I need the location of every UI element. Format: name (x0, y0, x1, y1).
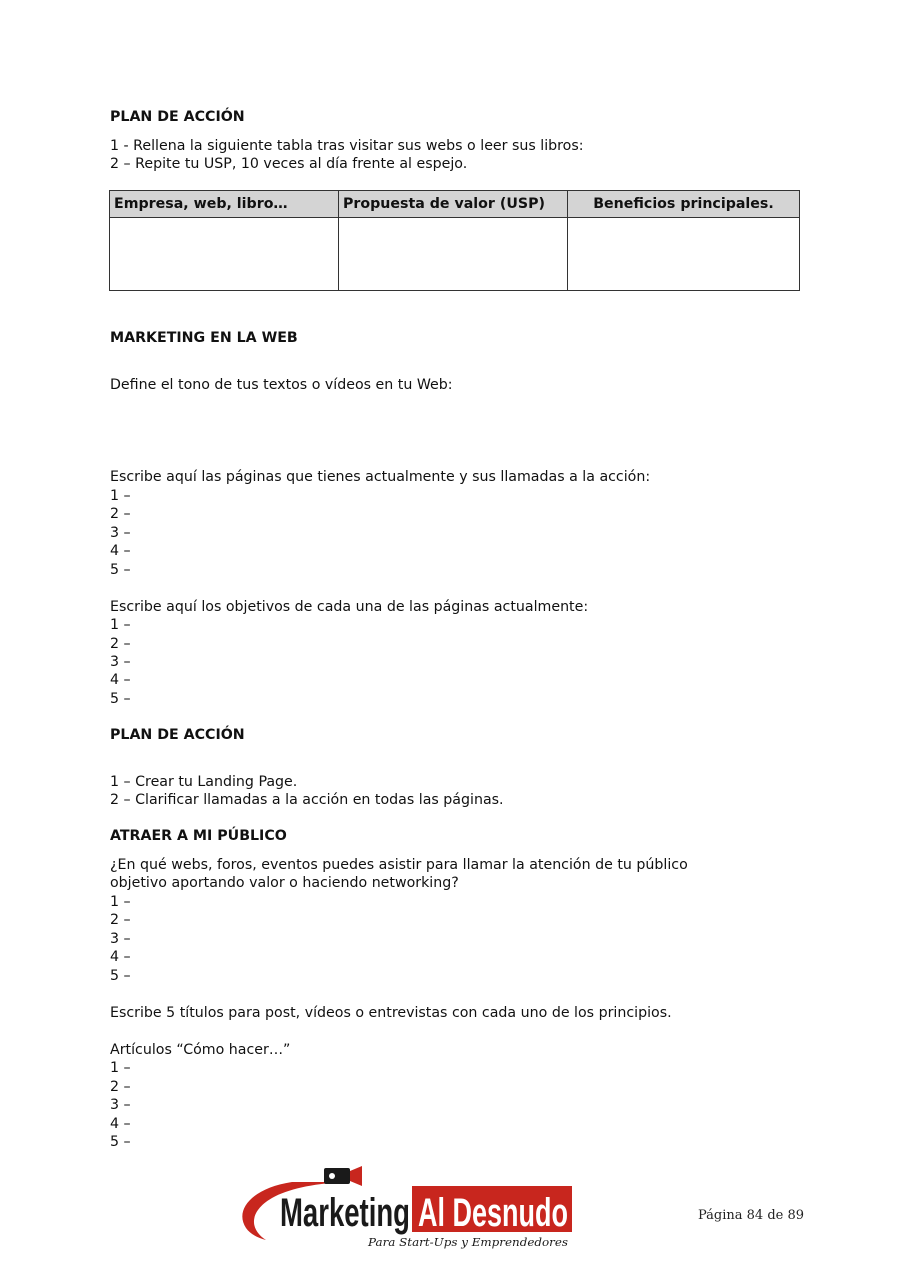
list-item: 2 – (110, 912, 131, 928)
plan2-step-1: 1 – Crear tu Landing Page. (110, 774, 298, 790)
marketing-al-desnudo-logo (232, 1160, 578, 1252)
table-cell-empresa[interactable] (110, 218, 339, 291)
list-item: 4 – (110, 672, 131, 688)
list-item: 2 – (110, 636, 131, 652)
section-title-atraer: ATRAER A MI PÚBLICO (110, 828, 287, 844)
plan-step-2: 2 – Repite tu USP, 10 veces al día frente al espejo. (110, 156, 468, 172)
logo-word-al-desnudo: Al Desnudo (418, 1191, 568, 1235)
camera-icon (324, 1166, 362, 1186)
list-item: 1 – (110, 488, 131, 504)
section-title-marketing-web: MARKETING EN LA WEB (110, 330, 298, 346)
articulos-label: Artículos “Cómo hacer…” (110, 1042, 291, 1058)
plan-step-1: 1 - Rellena la siguiente tabla tras visitar sus webs o leer sus libros: (110, 138, 584, 154)
table-cell-propuesta[interactable] (339, 218, 568, 291)
list-item: 2 – (110, 1079, 131, 1095)
plan2-step-2: 2 – Clarificar llamadas a la acción en todas las páginas. (110, 792, 504, 808)
list-item: 3 – (110, 1097, 131, 1113)
list-item: 4 – (110, 949, 131, 965)
titulos-prompt: Escribe 5 títulos para post, vídeos o entrevistas con cada uno de los principios. (110, 1005, 672, 1021)
table-cell-beneficios[interactable] (568, 218, 800, 291)
list-item: 4 – (110, 543, 131, 559)
table-header-row (110, 191, 800, 218)
logo-word-marketing: Marketing (280, 1191, 410, 1235)
table-header-propuesta: Propuesta de valor (USP) (339, 191, 568, 218)
list-item: 5 – (110, 562, 131, 578)
list-item: 3 – (110, 931, 131, 947)
usp-table (109, 190, 800, 291)
logo-tagline: Para Start-Ups y Emprendedores (366, 1236, 569, 1249)
list-item: 1 – (110, 894, 131, 910)
tono-prompt: Define el tono de tus textos o vídeos en tu Web: (110, 377, 453, 393)
table-header-beneficios: Beneficios principales. (568, 191, 800, 218)
atraer-prompt-line1: ¿En qué webs, foros, eventos puedes asistir para llamar la atención de tu público (110, 857, 688, 873)
page-number: Página 84 de 89 (698, 1208, 805, 1223)
list-item: 5 – (110, 1134, 131, 1150)
list-item: 1 – (110, 617, 131, 633)
paginas-prompt: Escribe aquí las páginas que tienes actualmente y sus llamadas a la acción: (110, 469, 651, 485)
list-item: 3 – (110, 654, 131, 670)
objetivos-prompt: Escribe aquí los objetivos de cada una de las páginas actualmente: (110, 599, 589, 615)
atraer-prompt-line2: objetivo aportando valor o haciendo networking? (110, 875, 459, 891)
table-row (110, 218, 800, 291)
list-item: 5 – (110, 968, 131, 984)
section-title-plan-accion-2: PLAN DE ACCIÓN (110, 727, 245, 743)
list-item: 4 – (110, 1116, 131, 1132)
table-header-empresa: Empresa, web, libro… (110, 191, 339, 218)
section-title-plan-accion: PLAN DE ACCIÓN (110, 109, 245, 125)
list-item: 3 – (110, 525, 131, 541)
list-item: 5 – (110, 691, 131, 707)
list-item: 1 – (110, 1060, 131, 1076)
list-item: 2 – (110, 506, 131, 522)
